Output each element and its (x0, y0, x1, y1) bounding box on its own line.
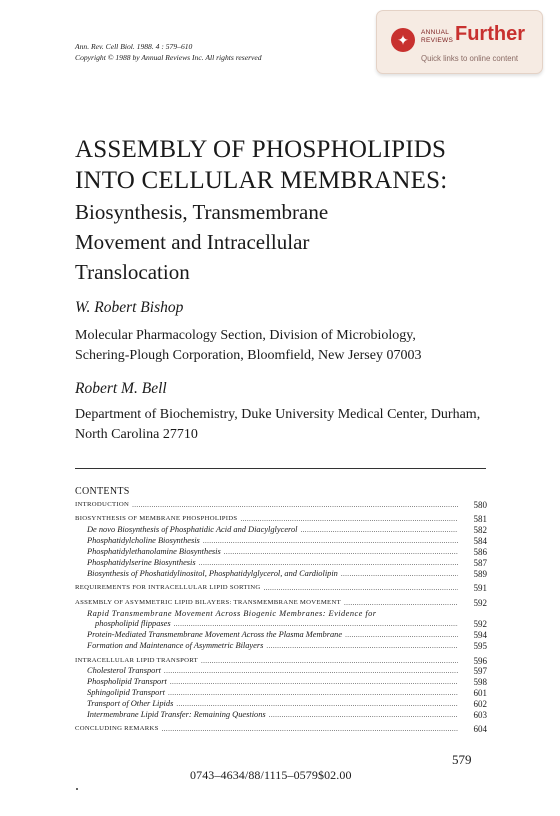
badge-reviews: REVIEWS (421, 37, 454, 44)
toc-entry-page: 594 (473, 630, 487, 641)
toc-leader (168, 688, 458, 699)
toc-entry-page: 581 (473, 514, 487, 525)
toc-entry-title: Cholesterol Transport (87, 666, 161, 676)
table-of-contents (75, 500, 487, 735)
affiliation-line: North Carolina 27710 (75, 427, 198, 442)
article-subtitle (75, 197, 515, 287)
toc-entry-title: REQUIREMENTS FOR INTRACELLULAR LIPID SORTING (75, 584, 261, 592)
journal-citation (75, 41, 262, 63)
toc-entry[interactable] (75, 514, 487, 525)
toc-leader (345, 630, 458, 641)
toc-subentry[interactable] (75, 710, 487, 721)
toc-leader (341, 569, 458, 580)
affiliation-line: Schering-Plough Corporation, Bloomfield, New Jersey 07003 (75, 348, 422, 363)
author-affiliation (75, 326, 495, 366)
toc-entry-title: Rapid Transmembrane Movement Across Biogenic Membranes: Evidence for (87, 608, 377, 618)
toc-leader (164, 666, 458, 677)
toc-leader (264, 583, 458, 594)
toc-subentry[interactable] (75, 641, 487, 652)
article-code: 0743–4634/88/1115–0579$02.00 (190, 768, 352, 782)
toc-entry[interactable] (75, 598, 487, 609)
toc-entry-title: Protein-Mediated Transmembrane Movement Across the Plasma Membrane (87, 630, 343, 640)
toc-entry-title: phospholipid flippases (95, 619, 171, 629)
toc-entry-title: Phosphatidylcholine Biosynthesis (87, 536, 200, 546)
toc-entry-page: 592 (473, 619, 487, 630)
toc-entry-title: De novo Biosynthesis of Phosphatidic Acid and Diacylglycerol (87, 525, 298, 535)
toc-leader (174, 619, 458, 630)
toc-subentry[interactable] (75, 699, 487, 710)
toc-entry-title: CONCLUDING REMARKS (75, 725, 159, 733)
toc-subentry[interactable] (75, 666, 487, 677)
citation-line-2: Copyright © 1988 by Annual Reviews Inc. All rights reserved (75, 53, 262, 62)
toc-entry-page: 591 (473, 583, 487, 594)
annual-reviews-further-badge[interactable] (376, 10, 543, 74)
toc-entry-page: 592 (473, 597, 487, 608)
toc-subentry[interactable] (75, 558, 487, 569)
toc-entry-title: Sphingolipid Transport (87, 688, 165, 698)
toc-entry-title: Phosphatidylethanolamine Biosynthesis (87, 547, 221, 557)
toc-entry-title: ASSEMBLY OF ASYMMETRIC LIPID BILAYERS: TRANSMEMBRANE MOVEMENT (75, 598, 341, 606)
toc-entry-page: 596 (473, 655, 487, 666)
toc-entry-title: Phospholipid Transport (87, 677, 167, 687)
badge-subtitle: Quick links to online content (421, 54, 519, 63)
toc-entry-page: 598 (473, 677, 487, 688)
toc-leader (132, 500, 458, 511)
toc-subentry[interactable] (75, 569, 487, 580)
subtitle-line-2: Movement and Intracellular (75, 230, 310, 254)
toc-entry[interactable] (75, 583, 487, 594)
title-line-1: ASSEMBLY OF PHOSPHOLIPIDS (75, 136, 447, 163)
toc-subentry-continued[interactable] (75, 619, 487, 630)
toc-entry-page: 602 (473, 699, 487, 710)
author-name: W. Robert Bishop (75, 299, 184, 316)
page-number: 579 (452, 752, 472, 767)
toc-subentry[interactable] (75, 630, 487, 641)
toc-leader (170, 677, 458, 688)
toc-entry[interactable] (75, 656, 487, 667)
toc-leader (301, 525, 459, 536)
toc-leader (224, 547, 458, 558)
toc-subentry[interactable] (75, 547, 487, 558)
toc-entry-page: 601 (473, 688, 487, 699)
toc-leader (162, 724, 458, 735)
toc-subentry[interactable] (75, 525, 487, 536)
subtitle-line-3: Translocation (75, 260, 190, 284)
toc-entry-page: 597 (473, 666, 487, 677)
toc-entry[interactable] (75, 724, 487, 735)
toc-leader (201, 656, 458, 667)
toc-entry-title: Biosynthesis of Phoshatidylinositol, Phosphatidylglycerol, and Cardiolipin (87, 568, 338, 578)
toc-leader (269, 710, 458, 721)
toc-entry-title: Formation and Maintenance of Asymmetric Bilayers (87, 641, 264, 651)
badge-publisher (421, 29, 453, 45)
citation-line-1: Ann. Rev. Cell Biol. 1988. 4 : 579–610 (75, 42, 193, 51)
affiliation-line: Department of Biochemistry, Duke University Medical Center, Durham, (75, 407, 481, 422)
toc-entry-title: Phosphatidylserine Biosynthesis (87, 557, 196, 567)
toc-leader (266, 641, 458, 652)
toc-entry-title: INTRODUCTION (75, 500, 130, 508)
title-line-2: INTO CELLULAR MEMBRANES: (75, 167, 448, 194)
contents-heading: CONTENTS (75, 486, 130, 497)
toc-entry-page: 580 (473, 499, 487, 510)
toc-subentry[interactable] (75, 536, 487, 547)
toc-entry[interactable] (75, 500, 487, 511)
toc-entry-page: 603 (473, 710, 487, 721)
toc-leader (176, 699, 458, 710)
author-affiliation (75, 405, 495, 445)
affiliation-line: Molecular Pharmacology Section, Division of Microbiology, (75, 328, 416, 343)
toc-entry-title: Intermembrane Lipid Transfer: Remaining Questions (87, 710, 266, 720)
toc-subentry[interactable] (75, 688, 487, 699)
toc-entry-page: 604 (473, 724, 487, 735)
subtitle-line-1: Biosynthesis, Transmembrane (75, 200, 329, 224)
toc-leader (240, 514, 458, 525)
section-divider (75, 468, 486, 469)
article-title (75, 134, 515, 196)
author-name: Robert M. Bell (75, 380, 167, 397)
badge-annual: ANNUAL (421, 29, 450, 36)
badge-further: Further (455, 23, 525, 45)
toc-entry-page: 586 (473, 547, 487, 558)
toc-entry-title: Transport of Other Lipids (87, 699, 174, 709)
toc-entry-page: 584 (473, 536, 487, 547)
annual-reviews-logo-icon: ✦ (391, 28, 415, 52)
toc-entry-title: BIOSYNTHESIS OF MEMBRANE PHOSPHOLIPIDS (75, 515, 238, 523)
toc-leader (344, 598, 458, 609)
stray-mark (76, 788, 78, 790)
toc-entry-title: INTRACELLULAR LIPID TRANSPORT (75, 656, 198, 664)
toc-subentry[interactable] (75, 677, 487, 688)
toc-entry-page: 595 (473, 641, 487, 652)
toc-leader (199, 558, 458, 569)
toc-entry-page: 587 (473, 557, 487, 568)
toc-entry-page: 589 (473, 568, 487, 579)
toc-subentry[interactable] (75, 609, 487, 620)
toc-leader (203, 536, 458, 547)
toc-entry-page: 582 (473, 525, 487, 536)
